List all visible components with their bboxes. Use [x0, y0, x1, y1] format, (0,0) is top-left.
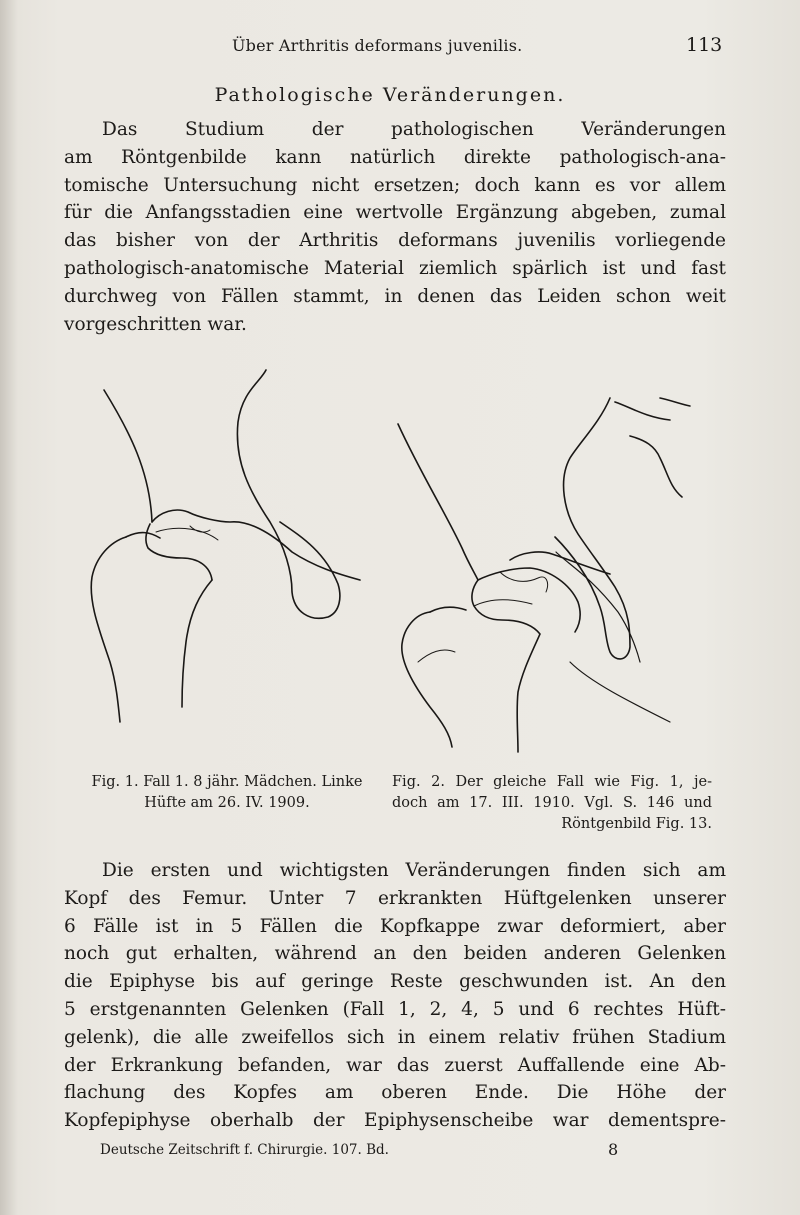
text-line: am Röntgenbilde kann natürlich direkte pathologisch-ana-: [64, 146, 726, 168]
text-line: flachung des Kopfes am oberen Ende. Die Höhe der: [64, 1082, 726, 1104]
caption-line: Fig. 2. Der gleiche Fall wie Fig. 1, je-: [392, 774, 712, 790]
journal-footer: Deutsche Zeitschrift f. Chirurgie. 107. Bd.: [100, 1142, 389, 1158]
text-line: vorgeschritten war.: [64, 313, 247, 335]
hip-joint-drawings: [70, 362, 720, 762]
text-line: noch gut erhalten, während an den beiden anderen Gelenken: [64, 943, 726, 965]
text-line: gelenk), die alle zweifellos sich in einem relativ frühen Stadium: [64, 1026, 726, 1048]
paragraph-main: [64, 857, 726, 1135]
text-line: die Epiphyse bis auf geringe Reste geschwunden ist. An den: [64, 971, 726, 993]
text-line: Kopfepiphyse oberhalb der Epiphysenscheibe war dementspre-: [64, 1110, 726, 1132]
text-line: der Erkrankung befanden, war das zuerst Auffallende eine Ab-: [64, 1054, 726, 1076]
text-line: pathologisch-anatomische Material ziemlich spärlich ist und fast: [64, 257, 726, 279]
text-line: Kopf des Femur. Unter 7 erkrankten Hüftgelenken unserer: [64, 887, 726, 909]
figure-2-drawing: [398, 398, 690, 752]
text-line: für die Anfangsstadien eine wertvolle Ergänzung abgeben, zumal: [64, 202, 726, 224]
figure-2-caption: [392, 772, 712, 835]
caption-line: Hüfte am 26. IV. 1909.: [144, 795, 310, 811]
paragraph-intro: [64, 116, 726, 338]
caption-line: Röntgenbild Fig. 13.: [561, 816, 712, 832]
page-number: 113: [686, 34, 723, 56]
text-line: Das Studium der pathologischen Veränderungen: [102, 119, 726, 140]
figure-1-drawing: [91, 370, 360, 722]
figure-1-caption: [62, 772, 392, 814]
text-line: Die ersten und wichtigsten Veränderungen finden sich am: [102, 860, 726, 881]
signature-mark: 8: [608, 1140, 619, 1159]
text-line: tomische Untersuchung nicht ersetzen; doch kann es vor allem: [64, 174, 726, 196]
caption-line: Fig. 1. Fall 1. 8 jähr. Mädchen. Linke: [91, 774, 363, 790]
running-title: Über Arthritis deformans juvenilis.: [232, 36, 523, 55]
text-line: 5 erstgenannten Gelenken (Fall 1, 2, 4, 5 und 6 rechtes Hüft-: [64, 998, 726, 1020]
caption-line: doch am 17. III. 1910. Vgl. S. 146 und: [392, 795, 712, 811]
section-title: Pathologische Veränderungen.: [214, 84, 566, 106]
text-line: das bisher von der Arthritis deformans juvenilis vorliegende: [64, 230, 726, 252]
text-line: durchweg von Fällen stammt, in denen das Leiden schon weit: [64, 285, 726, 307]
text-line: 6 Fälle ist in 5 Fällen die Kopfkappe zwar deformiert, aber: [64, 915, 726, 937]
